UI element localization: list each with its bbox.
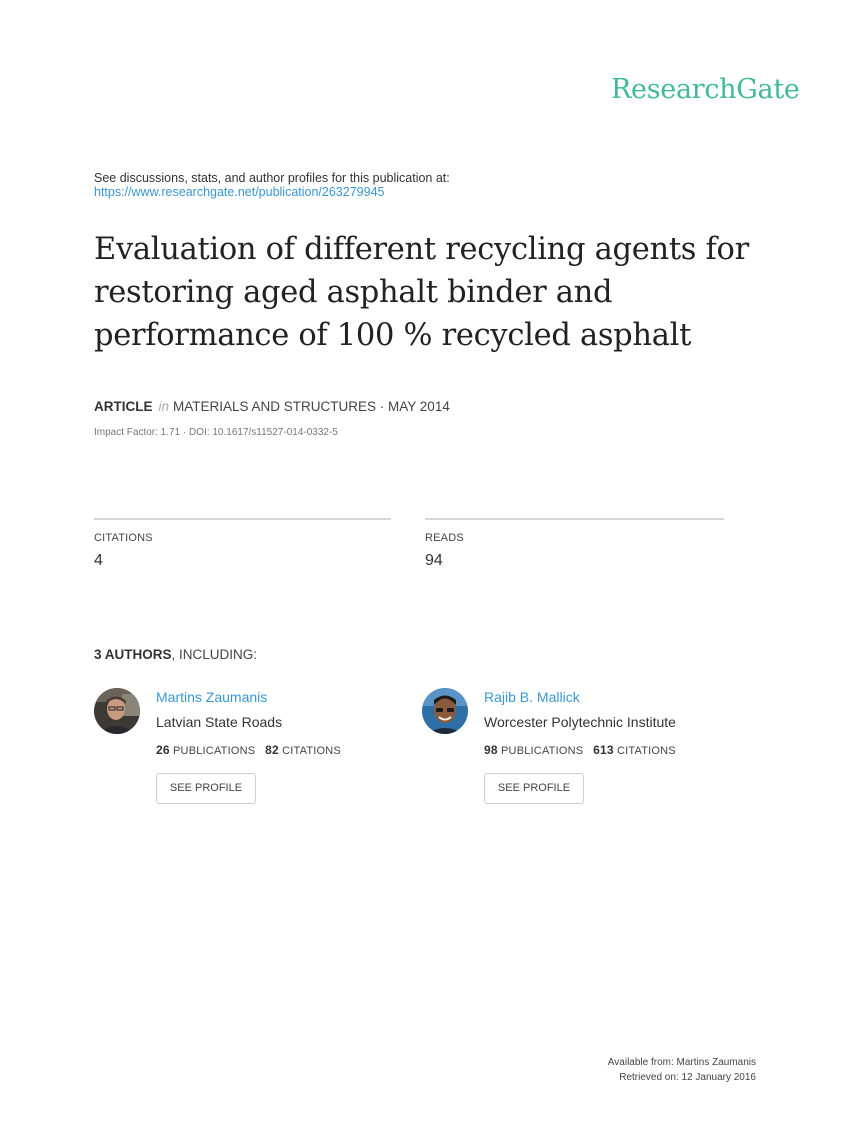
publication-title: Evaluation of different recycling agents for restoring aged asphalt binder and performance of 100 % recycled asphalt xyxy=(94,232,749,353)
author-publications-label: PUBLICATIONS xyxy=(501,745,584,757)
publication-type: ARTICLE xyxy=(94,399,153,414)
author-stats xyxy=(484,743,676,757)
author-institution: Latvian State Roads xyxy=(156,714,283,730)
avatar-photo-icon xyxy=(94,688,140,734)
citations-value: 4 xyxy=(94,552,103,569)
authors-count: 3 AUTHORS xyxy=(94,647,172,662)
reads-label: READS xyxy=(425,532,464,544)
avatar-photo-icon xyxy=(422,688,468,734)
author-avatar-zaumanis[interactable] xyxy=(94,688,140,734)
author-avatar-mallick[interactable] xyxy=(422,688,468,734)
publication-meta xyxy=(94,399,450,414)
see-profile-button[interactable]: SEE PROFILE xyxy=(156,773,256,804)
available-from: Available from: Martins Zaumanis xyxy=(607,1057,756,1068)
author-citations-label: CITATIONS xyxy=(282,745,341,757)
intro-block xyxy=(94,171,450,199)
publication-submeta: Impact Factor: 1.71 · DOI: 10.1617/s11527-014-0332-5 xyxy=(94,427,338,438)
author-name-link[interactable]: Martins Zaumanis xyxy=(156,689,268,705)
citations-label: CITATIONS xyxy=(94,532,153,544)
citations-stat xyxy=(94,518,391,570)
see-profile-button[interactable]: SEE PROFILE xyxy=(484,773,584,804)
publication-venue: MATERIALS AND STRUCTURES · MAY 2014 xyxy=(173,399,450,414)
author-citations-count: 613 xyxy=(593,743,614,757)
in-word: in xyxy=(158,399,170,414)
author-publications-label: PUBLICATIONS xyxy=(173,745,256,757)
authors-heading-rest: , INCLUDING: xyxy=(171,647,258,662)
author-institution: Worcester Polytechnic Institute xyxy=(484,714,676,730)
reads-stat xyxy=(425,518,724,570)
publication-url-link[interactable]: https://www.researchgate.net/publication/263279945 xyxy=(94,185,385,199)
author-publications-count: 98 xyxy=(484,743,498,757)
authors-heading xyxy=(94,647,257,662)
author-publications-count: 26 xyxy=(156,743,170,757)
researchgate-logo[interactable]: ResearchGate xyxy=(611,74,800,105)
author-citations-label: CITATIONS xyxy=(616,745,676,757)
author-stats xyxy=(156,743,341,757)
intro-text: See discussions, stats, and author profiles for this publication at: xyxy=(94,171,450,185)
author-name-link[interactable]: Rajib B. Mallick xyxy=(484,689,580,705)
reads-value: 94 xyxy=(425,552,443,569)
author-citations-count: 82 xyxy=(265,743,279,757)
retrieved-on: Retrieved on: 12 January 2016 xyxy=(619,1072,756,1083)
footer xyxy=(608,1055,756,1085)
